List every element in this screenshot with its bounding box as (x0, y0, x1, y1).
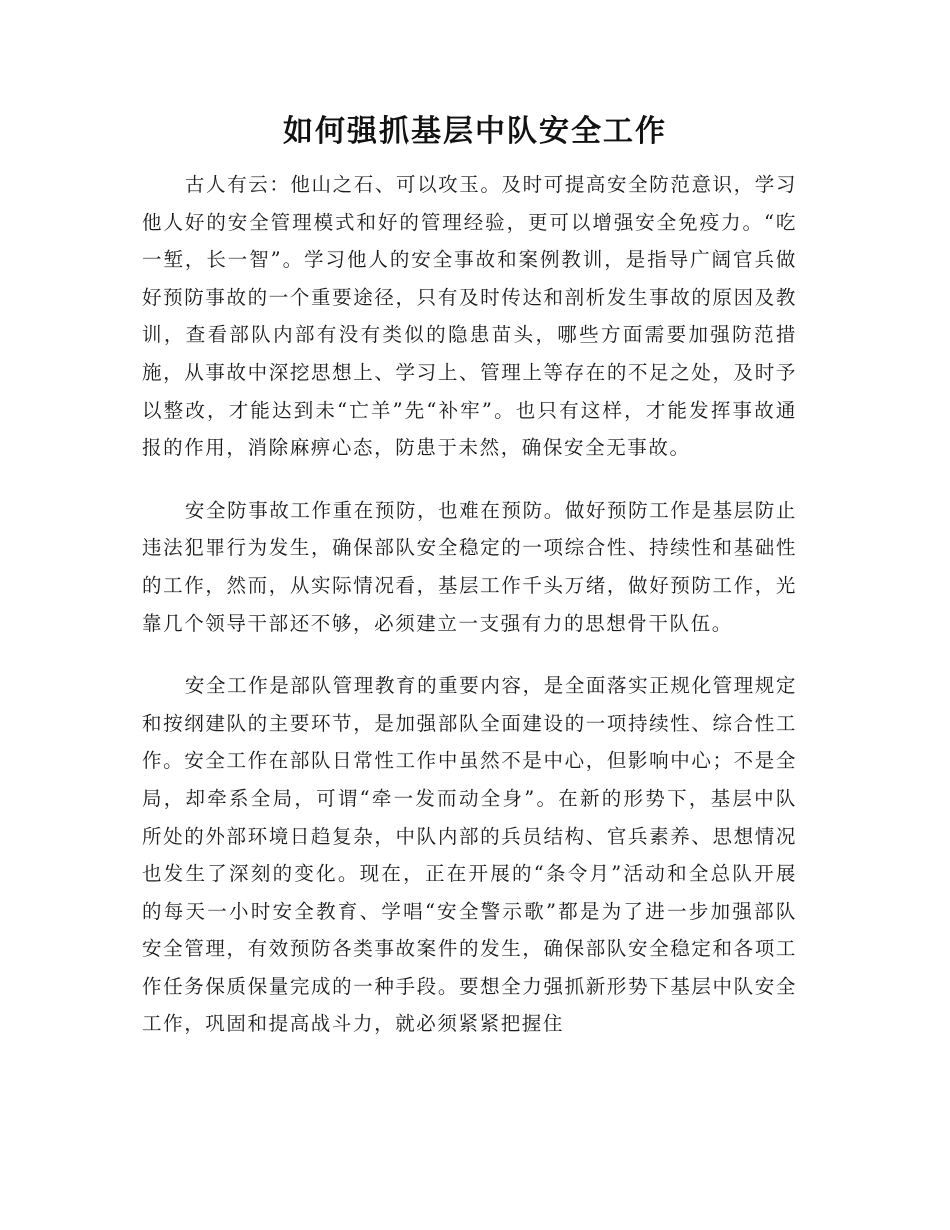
document-title: 如何强抓基层中队安全工作 (283, 114, 667, 149)
paragraph-2: 安全防事故工作重在预防，也难在预防。做好预防工作是基层防止违法犯罪行为发生，确保部队安全稳定的一项综合性、持续性和基础性的工作，然而，从实际情况看，基层工作千头万绪，做好预防工作，光靠几个领导干部还不够，必须建立一支强有力的思想骨干队伍。 (142, 498, 797, 635)
paragraph-1: 古人有云：他山之石、可以攻玉。及时可提高安全防范意识，学习他人好的安全管理模式和好的管理经验，更可以增强安全免疫力。“吃一堑，长一智”。学习他人的安全事故和案例教训，是指导广阔官兵做好预防事故的一个重要途径，只有及时传达和剖析发生事故的原因及教训，查看部队内部有没有类似的隐患苗头，哪些方面需要加强防范措施，从事故中深挖思想上、学习上、管理上等存在的不足之处，及时予以整改，才能达到未“亡羊”先“补牢”。也只有这样，才能发挥事故通报的作用，消除麻痹心态，防患于未然，确保安全无事故。 (142, 173, 797, 460)
paragraph-3: 安全工作是部队管理教育的重要内容，是全面落实正规化管理规定和按纲建队的主要环节，是加强部队全面建设的一项持续性、综合性工作。安全工作在部队日常性工作中虽然不是中心，但影响中心；不是全局，却牵系全局，可谓“牵一发而动全身”。在新的形势下，基层中队所处的外部环境日趋复杂，中队内部的兵员结构、官兵素养、思想情况也发生了深刻的变化。现在，正在开展的“条令月”活动和全总队开展的每天一小时安全教育、学唱“安全警示歌”都是为了进一步加强部队安全管理，有效预防各类事故案件的发生，确保部队安全稳定和各项工作任务保质保量完成的一种手段。要想全力强抓新形势下基层中队安全工作，巩固和提高战斗力，就必须紧紧把握住 (142, 674, 797, 1036)
document-body (142, 166, 797, 1068)
